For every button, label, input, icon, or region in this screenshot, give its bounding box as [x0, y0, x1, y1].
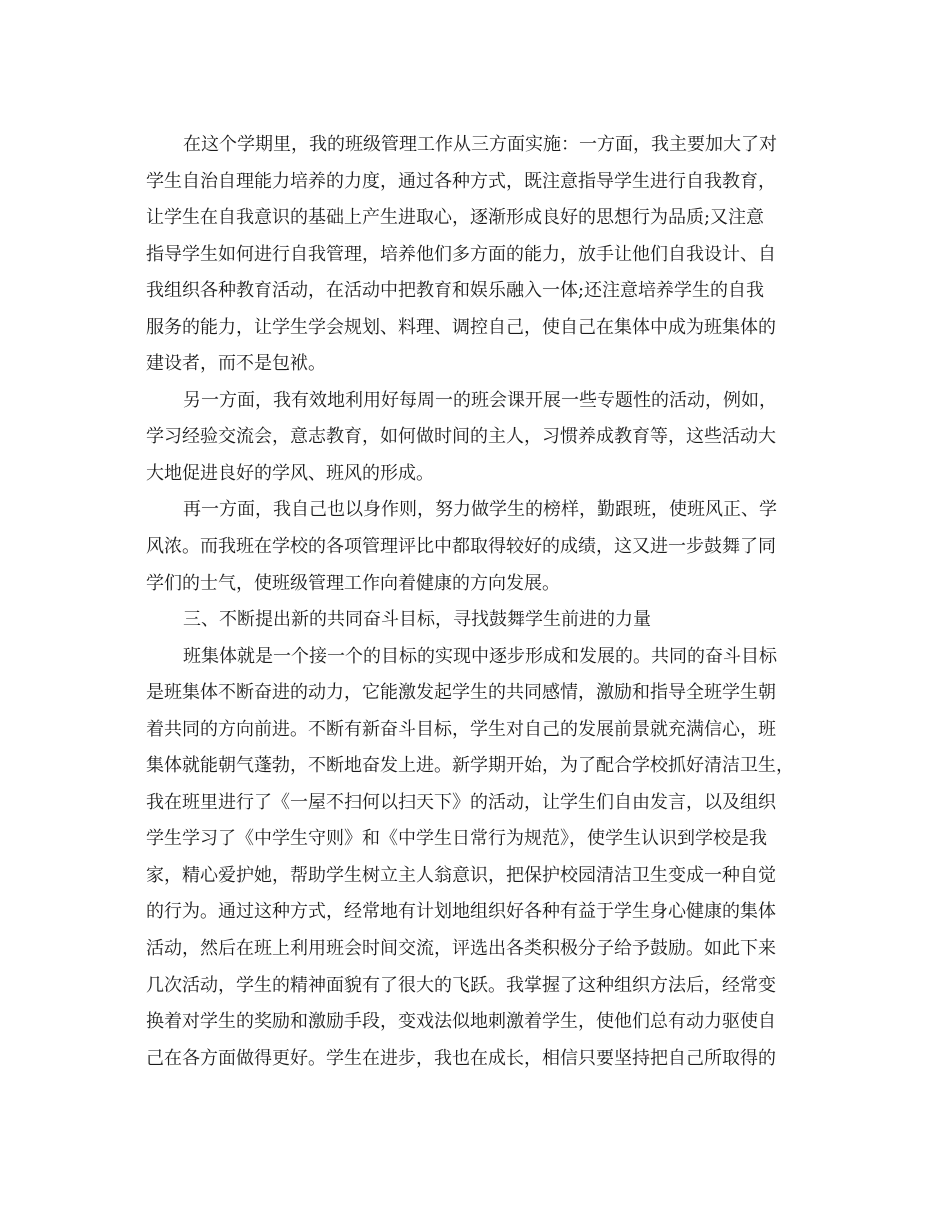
text-line: 着共同的方向前进。不断有新奋斗目标，学生对自己的发展前景就充满信心，班 [146, 718, 776, 740]
text-line: 风浓。而我班在学校的各项管理评比中都取得较好的成绩，这又进一步鼓舞了同 [146, 536, 776, 558]
body-text [146, 127, 814, 1077]
text-line: 活动，然后在班上利用班会时间交流，评选出各类积极分子给予鼓励。如此下来 [146, 938, 776, 960]
text-line: 在这个学期里，我的班级管理工作从三方面实施：一方面，我主要加大了对 [183, 134, 777, 155]
text-line: 的行为。通过这种方式，经常地有计划地组织好各种有益于学生身心健康的集体 [146, 901, 776, 923]
text-line: 学生学习了《中学生守则》和《中学生日常行为规范》，使学生认识到学校是我 [146, 828, 767, 850]
text-line: 家，精心爱护她，帮助学生树立主人翁意识，把保护校园清洁卫生变成一种自觉 [146, 864, 776, 886]
text-line: 几次活动，学生的精神面貌有了很大的飞跃。我掌握了这种组织方法后，经常变 [146, 974, 776, 996]
text-line: 己在各方面做得更好。学生在进步，我也在成长，相信只要坚持把自己所取得的 [146, 1047, 776, 1069]
text-line: 班集体就是一个接一个的目标的实现中逐步形成和发展的。共同的奋斗目标 [183, 645, 777, 667]
text-line: 让学生在自我意识的基础上产生进取心，逐渐形成良好的思想行为品质;又注意 [146, 207, 765, 229]
text-line: 学生自治自理能力培养的力度，通过各种方式，既注意指导学生进行自我教育， [146, 170, 776, 192]
text-line: 再一方面，我自己也以身作则，努力做学生的榜样，勤跟班，使班风正、学 [183, 499, 777, 521]
text-line: 建设者，而不是包袱。 [146, 353, 326, 375]
text-line: 我在班里进行了《一屋不扫何以扫天下》的活动，让学生们自由发言，以及组织 [146, 791, 776, 813]
section-heading: 三、不断提出新的共同奋斗目标，寻找鼓舞学生前进的力量 [183, 609, 651, 631]
text-line: 另一方面，我有效地利用好每周一的班会课开展一些专题性的活动，例如， [183, 389, 777, 411]
text-line: 我组织各种教育活动，在活动中把教育和娱乐融入一体;还注意培养学生的自我 [146, 280, 765, 302]
text-line: 大地促进良好的学风、班风的形成。 [146, 462, 434, 484]
text-line: 学习经验交流会，意志教育，如何做时间的主人，习惯养成教育等，这些活动大 [146, 426, 776, 448]
text-line: 学们的士气，使班级管理工作向着健康的方向发展。 [146, 572, 560, 594]
text-line: 换着对学生的奖励和激励手段，变戏法似地刺激着学生，使他们总有动力驱使自 [146, 1011, 776, 1033]
text-line: 是班集体不断奋进的动力，它能激发起学生的共同感情，激励和指导全班学生朝 [146, 682, 776, 704]
text-line: 服务的能力，让学生学会规划、料理、调控自己，使自己在集体中成为班集体的 [146, 316, 776, 338]
text-line: 集体就能朝气蓬勃，不断地奋发上进。新学期开始，为了配合学校抓好清洁卫生， [146, 755, 794, 777]
text-line: 指导学生如何进行自我管理，培养他们多方面的能力，放手让他们自我设计、自 [146, 243, 776, 265]
